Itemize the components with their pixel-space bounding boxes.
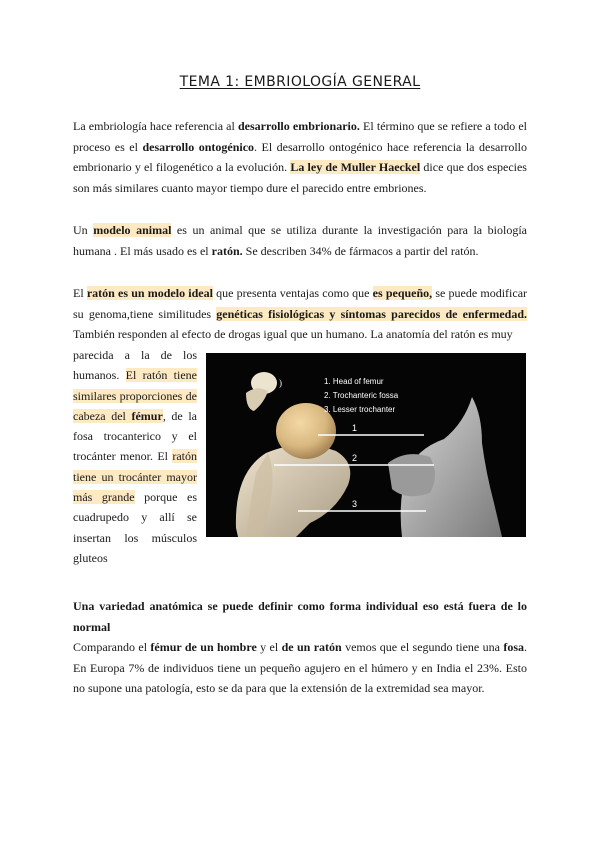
marker-3: 3 bbox=[352, 499, 358, 509]
p3w-highlight-1: El ratón tiene similares proporciones de cabeza del bbox=[73, 368, 197, 423]
legend-item-fossa: 2. Trochanteric fossa bbox=[324, 391, 399, 400]
p1-bold-2: desarrollo ontogénico bbox=[142, 139, 255, 154]
p3w-text-2: , de la fosa trocanterico y el trocánter menor. El bbox=[73, 408, 197, 464]
p1-bold-1: desarrollo embrionario. bbox=[237, 119, 360, 133]
p1-text-4: dice que dos especies son más similares cuanto mayor tiempo dure el parecido entre embriones. bbox=[73, 160, 527, 195]
paragraph-femur-wrap bbox=[73, 345, 197, 568]
inset-label: ) bbox=[279, 378, 282, 388]
p3-text-1: El bbox=[73, 286, 87, 300]
p2-bold-mouse: ratón. bbox=[211, 243, 243, 258]
p3w-bold-femur: fémur bbox=[131, 408, 163, 423]
paragraph-comparison bbox=[73, 637, 527, 699]
p5-text-2: y el bbox=[256, 640, 282, 654]
grey-femur bbox=[388, 397, 502, 537]
femur-figure bbox=[206, 353, 526, 537]
inset-bone bbox=[246, 372, 282, 411]
p3-text-3: se puede modificar su genoma,tiene similitudes bbox=[73, 286, 528, 321]
p2-highlight-model: modelo animal bbox=[93, 223, 172, 237]
p1-text-3: . El desarrollo ontogénico hace referencia la desarrollo embrionario y el filogenético a la evolución. bbox=[73, 139, 527, 174]
page-title bbox=[0, 74, 600, 90]
legend-item-trochanter: 3. Lesser trochanter bbox=[324, 405, 396, 414]
p3-text-4: También responden al efecto de drogas igual que un humano. La anatomía del ratón es muy bbox=[73, 327, 513, 341]
marker-2: 2 bbox=[352, 453, 358, 463]
p5-bold-human: fémur de un hombre bbox=[150, 640, 257, 654]
legend-item-head: 1. Head of femur bbox=[324, 377, 384, 386]
femur-illustration bbox=[206, 353, 526, 537]
p3-highlight-small: es pequeño, bbox=[372, 286, 433, 300]
p3w-highlight-2: ratón tiene un trocánter mayor más grande bbox=[73, 449, 197, 505]
p2-text-2: es un animal que se utiliza durante la investigación para la biología humana . El más usado es el bbox=[73, 223, 527, 258]
p3w-text-1: parecida a la de los humanos. bbox=[73, 348, 197, 383]
p3w-text-3: porque es cuadrupedo y allí se insertan los músculos gluteos bbox=[73, 490, 197, 565]
p5-bold-fossa: fosa bbox=[503, 640, 524, 654]
p2-text-1: Un bbox=[73, 223, 94, 237]
figure-legend bbox=[324, 377, 399, 414]
p3-highlight-ideal: ratón es un modelo ideal bbox=[86, 286, 213, 300]
p1-highlight-haeckel: La ley de Muller Haeckel bbox=[290, 160, 421, 174]
p4-bold: Una variedad anatómica se puede definir como forma individual eso está fuera de lo normal bbox=[73, 599, 527, 634]
p5-bold-mouse: de un ratón bbox=[281, 640, 342, 654]
p5-text-1: Comparando el bbox=[73, 640, 151, 654]
paragraph-embryology bbox=[73, 116, 527, 198]
paragraph-ideal-model bbox=[73, 283, 527, 345]
page-title-text: TEMA 1: EMBRIOLOGÍA GENERAL bbox=[179, 74, 421, 90]
p5-text-3: vemos que el segundo tiene una bbox=[341, 640, 504, 654]
human-femur bbox=[236, 403, 350, 537]
p5-text-4: . En Europa 7% de individuos tiene un pequeño agujero en el húmero y en India el 23%. Esto no supone una patología, esto se da para que la extensión de la extremidad sea mayor. bbox=[73, 640, 527, 695]
paragraph-variety bbox=[73, 596, 527, 637]
paragraph-animal-model bbox=[73, 220, 527, 261]
p3-text-2: que presenta ventajas como que bbox=[212, 286, 373, 300]
p2-text-3: Se describen 34% de fármacos a partir del ratón. bbox=[242, 243, 479, 258]
p1-text-2: El término que se refiere a todo el proceso es el bbox=[73, 119, 528, 154]
marker-1: 1 bbox=[352, 423, 358, 433]
p3-highlight-genetic: genéticas fisiológicas y síntomas parecidos de enfermedad. bbox=[216, 306, 528, 321]
p1-text-1: La embriología hace referencia al bbox=[73, 119, 238, 133]
